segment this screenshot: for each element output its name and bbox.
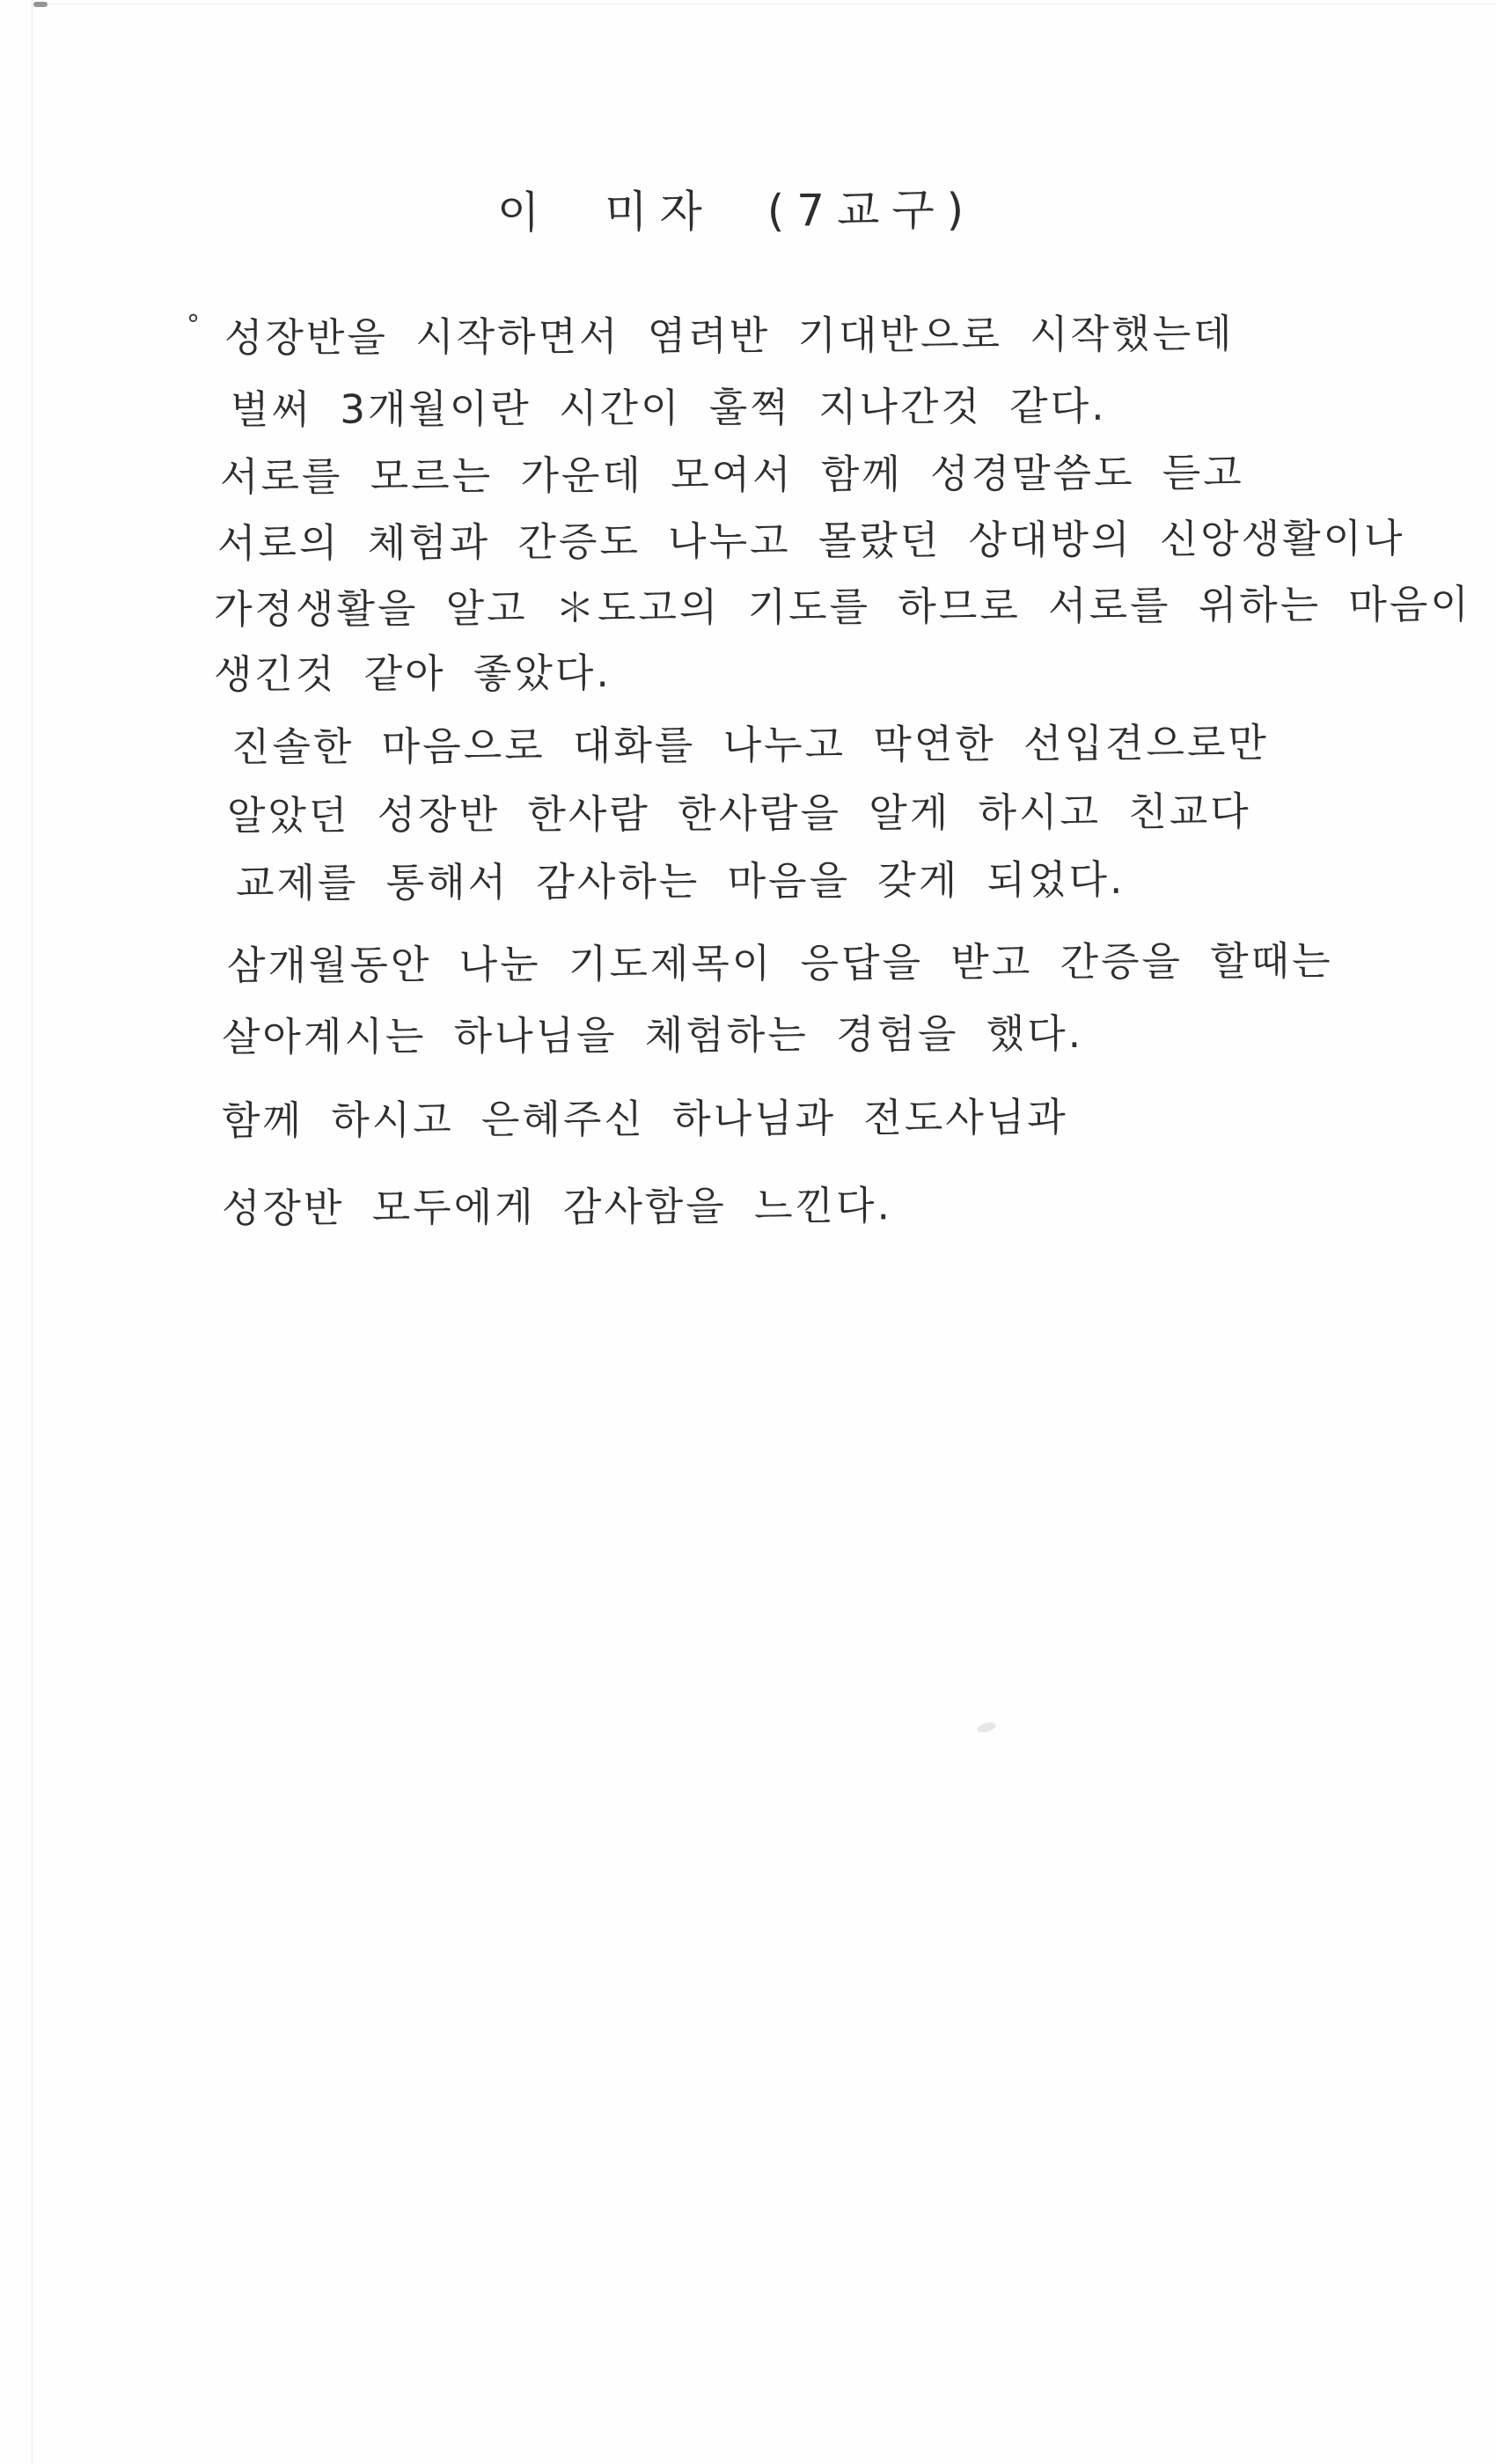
handwritten-line-13: 성장반 모두에게 감사함을 느낀다. xyxy=(221,1182,892,1232)
handwritten-line-5: 가정생활을 알고 ＊도고의 기도를 하므로 서로를 위하는 마음이 xyxy=(213,580,1472,634)
handwritten-line-11: 살아계시는 하나님을 체험하는 경험을 했다. xyxy=(221,1009,1084,1061)
handwritten-line-4: 서로의 체험과 간증도 나누고 몰랐던 상대방의 신앙생활이나 xyxy=(216,515,1405,567)
handwritten-line-3: 서로를 모르는 가운데 모여서 함께 성경말씀도 듣고 xyxy=(219,449,1244,501)
handwritten-line-7: 진솔한 마음으로 대화를 나누고 막연한 선입견으로만 xyxy=(231,719,1270,771)
handwritten-line-1: 성장반을 시작하면서 염려반 기대반으로 시작했는데 xyxy=(224,310,1235,362)
bullet-mark: ° xyxy=(187,310,200,341)
faint-smudge xyxy=(976,1720,997,1734)
handwritten-line-8: 알았던 성장반 한사람 한사람을 알게 하시고 친교다 xyxy=(226,788,1251,840)
handwritten-line-2: 벌써 3개월이란 시간이 훌쩍 지나간것 같다. xyxy=(230,382,1107,434)
scan-speck xyxy=(33,2,48,7)
handwritten-line-6: 생긴것 같아 좋았다. xyxy=(213,649,612,698)
handwritten-line-12: 함께 하시고 은혜주신 하나님과 전도사님과 xyxy=(221,1093,1068,1145)
page-title: 이 미자 (7교구) xyxy=(496,184,977,238)
scan-edge-left xyxy=(32,0,33,2464)
handwritten-line-9: 교제를 통해서 감사하는 마음을 갖게 되었다. xyxy=(235,855,1126,907)
handwritten-line-10: 삼개월동안 나눈 기도제목이 응답을 받고 간증을 할때는 xyxy=(226,937,1333,989)
